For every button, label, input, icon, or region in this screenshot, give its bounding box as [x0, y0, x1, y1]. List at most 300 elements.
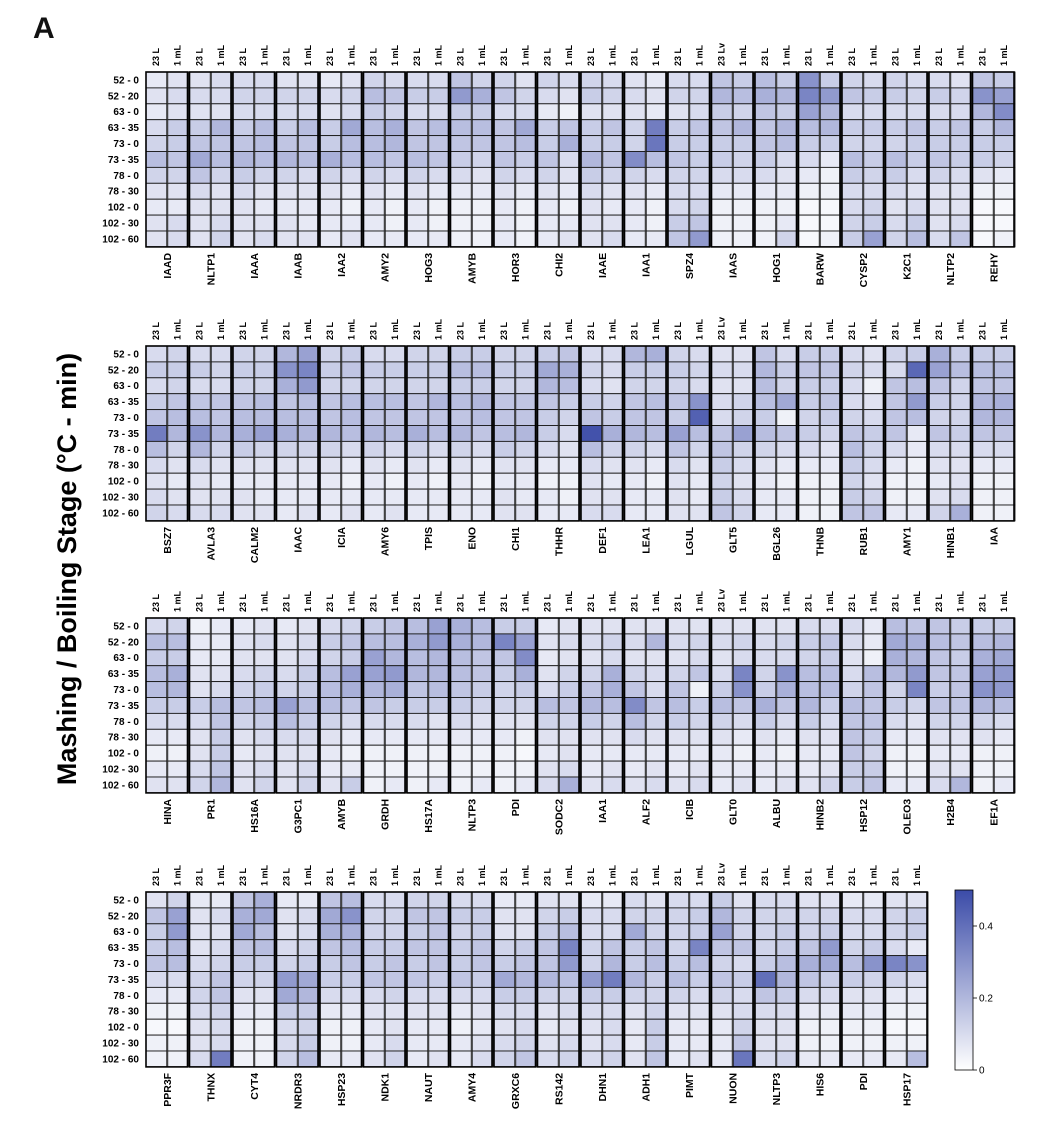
- heatmap-cell: [712, 777, 733, 793]
- heatmap-cell: [625, 1051, 646, 1067]
- gene-group: [668, 318, 711, 555]
- heatmap-cell: [298, 489, 319, 505]
- column-label: 23 L: [629, 867, 640, 886]
- heatmap-cell: [538, 410, 559, 426]
- heatmap-cell: [973, 729, 994, 745]
- row-label: 78 - 0: [113, 716, 139, 728]
- heatmap-cell: [951, 199, 972, 215]
- column-label: 1 mL: [694, 864, 705, 886]
- heatmap-cell: [364, 362, 385, 378]
- heatmap-cell: [777, 650, 798, 666]
- heatmap-cell: [255, 698, 276, 714]
- heatmap-cell: [168, 489, 189, 505]
- heatmap-cell: [407, 634, 428, 650]
- heatmap-cell: [516, 88, 537, 104]
- heatmap-cell: [690, 956, 711, 972]
- heatmap-cell: [168, 729, 189, 745]
- heatmap-cell: [364, 682, 385, 698]
- heatmap-cell: [886, 136, 907, 152]
- heatmap-cell: [733, 666, 754, 682]
- heatmap-cell: [385, 231, 406, 247]
- heatmap-cell: [559, 489, 580, 505]
- heatmap-cell: [951, 505, 972, 521]
- heatmap-cell: [777, 666, 798, 682]
- heatmap-cell: [777, 489, 798, 505]
- heatmap-cell: [581, 777, 602, 793]
- gene-group: [190, 590, 233, 819]
- heatmap-cell: [820, 183, 841, 199]
- heatmap-cell: [733, 152, 754, 168]
- heatmap-cell: [777, 761, 798, 777]
- heatmap-cell: [646, 441, 667, 457]
- heatmap-cell: [538, 231, 559, 247]
- heatmap-cell: [907, 987, 928, 1003]
- heatmap-cell: [538, 729, 559, 745]
- column-label: 1 mL: [564, 590, 575, 612]
- heatmap-cell: [733, 183, 754, 199]
- heatmap-cell: [907, 104, 928, 120]
- heatmap-cell: [929, 167, 950, 183]
- panel-letter: A: [33, 12, 55, 45]
- heatmap-cell: [755, 152, 776, 168]
- heatmap-cell: [298, 940, 319, 956]
- heatmap-cell: [668, 457, 689, 473]
- gene-group: [233, 44, 276, 278]
- heatmap-cell: [994, 72, 1015, 88]
- heatmap-cell: [342, 1019, 363, 1035]
- heatmap-cell: [277, 1019, 298, 1035]
- heatmap-cell: [886, 682, 907, 698]
- heatmap-cell: [646, 426, 667, 442]
- gene-label: HOG3: [422, 252, 435, 283]
- heatmap-cell: [494, 457, 515, 473]
- row-label: 102 - 0: [107, 476, 139, 488]
- heatmap-cell: [603, 761, 624, 777]
- heatmap-cell: [233, 682, 254, 698]
- heatmap-cell: [277, 892, 298, 908]
- heatmap-cell: [777, 618, 798, 634]
- heatmap-cell: [407, 1003, 428, 1019]
- heatmap-cell: [733, 505, 754, 521]
- heatmap-cell: [168, 362, 189, 378]
- heatmap-cell: [864, 183, 885, 199]
- heatmap-cell: [451, 1019, 472, 1035]
- heatmap-cell: [625, 1035, 646, 1051]
- heatmap-cell: [364, 505, 385, 521]
- column-label: 1 mL: [477, 44, 488, 66]
- heatmap-cell: [538, 650, 559, 666]
- heatmap-cell: [733, 634, 754, 650]
- heatmap-cell: [364, 745, 385, 761]
- column-label: 1 mL: [607, 44, 618, 66]
- heatmap-cell: [516, 940, 537, 956]
- heatmap-cell: [994, 378, 1015, 394]
- heatmap-cell: [255, 892, 276, 908]
- row-label: 102 - 30: [102, 764, 139, 776]
- heatmap-cell: [581, 505, 602, 521]
- heatmap-cell: [320, 666, 341, 682]
- heatmap-cell: [342, 441, 363, 457]
- heatmap-cell: [255, 618, 276, 634]
- gene-label: CYSP2: [857, 252, 870, 288]
- gene-label: AMY1: [901, 526, 914, 557]
- gene-group: [320, 44, 363, 276]
- heatmap-cell: [364, 410, 385, 426]
- heatmap-cell: [886, 761, 907, 777]
- heatmap-cell: [233, 167, 254, 183]
- heatmap-cell: [146, 72, 167, 88]
- column-label: 1 mL: [651, 590, 662, 612]
- column-label: 1 mL: [346, 590, 357, 612]
- colorbar-gradient: [955, 890, 973, 1070]
- heatmap-cell: [364, 892, 385, 908]
- heatmap-cell: [559, 167, 580, 183]
- heatmap-cell: [320, 1019, 341, 1035]
- heatmap-cell: [364, 215, 385, 231]
- row-label: 52 - 20: [107, 637, 139, 649]
- heatmap-cell: [842, 231, 863, 247]
- heatmap-cell: [646, 88, 667, 104]
- heatmap-cell: [973, 634, 994, 650]
- heatmap-cell: [494, 634, 515, 650]
- colorbar-tick-label: 0.2: [979, 993, 993, 1005]
- heatmap-cell: [951, 729, 972, 745]
- heatmap-cell: [712, 761, 733, 777]
- heatmap-cell: [951, 88, 972, 104]
- heatmap-cell: [842, 410, 863, 426]
- heatmap-cell: [472, 104, 493, 120]
- heatmap-cell: [603, 940, 624, 956]
- heatmap-cell: [603, 777, 624, 793]
- heatmap-cell: [385, 729, 406, 745]
- heatmap-cell: [472, 761, 493, 777]
- heatmap-cell: [320, 410, 341, 426]
- heatmap-cell: [733, 426, 754, 442]
- heatmap-cell: [298, 1019, 319, 1035]
- heatmap-cell: [951, 698, 972, 714]
- heatmap-cell: [842, 394, 863, 410]
- heatmap-cell: [364, 167, 385, 183]
- column-label: 1 mL: [477, 864, 488, 886]
- heatmap-cell: [211, 505, 232, 521]
- heatmap-cell: [668, 908, 689, 924]
- heatmap-cell: [668, 136, 689, 152]
- heatmap-cell: [690, 1003, 711, 1019]
- heatmap-cell: [342, 634, 363, 650]
- heatmap-cell: [973, 167, 994, 183]
- heatmap-cell: [755, 426, 776, 442]
- heatmap-cell: [364, 1051, 385, 1067]
- heatmap-cell: [690, 682, 711, 698]
- column-label: 1 mL: [607, 590, 618, 612]
- heatmap-cell: [755, 231, 776, 247]
- row-label: 63 - 35: [107, 397, 139, 409]
- heatmap-cell: [146, 1035, 167, 1051]
- column-label: 1 mL: [477, 590, 488, 612]
- heatmap-cell: [755, 394, 776, 410]
- heatmap-cell: [646, 1035, 667, 1051]
- heatmap-cell: [799, 650, 820, 666]
- heatmap-cell: [559, 231, 580, 247]
- heatmap-cell: [864, 394, 885, 410]
- column-label: 23 L: [281, 593, 292, 612]
- heatmap-cell: [472, 682, 493, 698]
- heatmap-cell: [929, 777, 950, 793]
- heatmap-cell: [581, 72, 602, 88]
- heatmap-cell: [298, 908, 319, 924]
- gene-group: [494, 44, 537, 282]
- heatmap-cell: [755, 698, 776, 714]
- heatmap-cell: [690, 972, 711, 988]
- heatmap-cell: [799, 1051, 820, 1067]
- heatmap-cell: [799, 152, 820, 168]
- heatmap-cell: [342, 394, 363, 410]
- heatmap-cell: [168, 634, 189, 650]
- heatmap-cell: [973, 698, 994, 714]
- heatmap-cell: [451, 104, 472, 120]
- heatmap-cell: [559, 745, 580, 761]
- heatmap-cell: [603, 666, 624, 682]
- heatmap-cell: [799, 908, 820, 924]
- heatmap-cell: [277, 183, 298, 199]
- heatmap-cell: [820, 745, 841, 761]
- heatmap-cell: [298, 120, 319, 136]
- column-label: 23 L: [281, 321, 292, 340]
- heatmap-cell: [429, 618, 450, 634]
- heatmap-cell: [255, 729, 276, 745]
- heatmap-cell: [298, 457, 319, 473]
- column-label: 23 L: [150, 321, 161, 340]
- heatmap-cell: [755, 924, 776, 940]
- heatmap-cell: [929, 394, 950, 410]
- gene-label: HINB2: [814, 798, 827, 831]
- heatmap-cell: [668, 426, 689, 442]
- gene-group: [712, 863, 755, 1104]
- heatmap-cell: [603, 167, 624, 183]
- heatmap-cell: [472, 457, 493, 473]
- heatmap-cell: [973, 410, 994, 426]
- heatmap-cell: [842, 1051, 863, 1067]
- heatmap-cell: [603, 1019, 624, 1035]
- heatmap-cell: [429, 346, 450, 362]
- heatmap-cell: [211, 426, 232, 442]
- gene-label: HSP12: [857, 798, 870, 833]
- heatmap-cell: [864, 473, 885, 489]
- heatmap-cell: [842, 199, 863, 215]
- column-label: 23 L: [498, 47, 509, 66]
- heatmap-cell: [168, 441, 189, 457]
- heatmap-cell: [385, 1035, 406, 1051]
- heatmap-cell: [842, 489, 863, 505]
- column-label: 1 mL: [781, 864, 792, 886]
- heatmap-cell: [255, 473, 276, 489]
- heatmap-cell: [668, 104, 689, 120]
- heatmap-cell: [994, 505, 1015, 521]
- heatmap-cell: [472, 489, 493, 505]
- heatmap-cell: [407, 152, 428, 168]
- heatmap-cell: [951, 378, 972, 394]
- gene-label: REHY: [988, 252, 1001, 283]
- heatmap-cell: [581, 634, 602, 650]
- heatmap-cell: [777, 505, 798, 521]
- heatmap-cell: [385, 1051, 406, 1067]
- heatmap-cell: [559, 215, 580, 231]
- heatmap-cell: [211, 457, 232, 473]
- heatmap-cell: [385, 892, 406, 908]
- heatmap-cell: [472, 441, 493, 457]
- heatmap-cell: [298, 167, 319, 183]
- heatmap-cell: [277, 394, 298, 410]
- heatmap-cell: [168, 987, 189, 1003]
- heatmap-cell: [451, 1051, 472, 1067]
- heatmap-cell: [407, 167, 428, 183]
- heatmap-cell: [668, 473, 689, 489]
- gene-group: [407, 44, 450, 282]
- heatmap-cell: [146, 972, 167, 988]
- heatmap-cell: [951, 489, 972, 505]
- heatmap-cell: [277, 104, 298, 120]
- gene-label: CHI1: [509, 526, 522, 551]
- heatmap-cell: [211, 682, 232, 698]
- heatmap-cell: [886, 441, 907, 457]
- heatmap-cell: [581, 199, 602, 215]
- heatmap-cell: [342, 410, 363, 426]
- heatmap-cell: [886, 940, 907, 956]
- row-label: 52 - 0: [113, 349, 139, 361]
- heatmap-cell: [211, 441, 232, 457]
- heatmap-cell: [755, 199, 776, 215]
- heatmap-cell: [298, 183, 319, 199]
- column-label: 23 L: [846, 321, 857, 340]
- heatmap-cell: [799, 1019, 820, 1035]
- heatmap-cell: [886, 489, 907, 505]
- column-label: 1 mL: [607, 864, 618, 886]
- heatmap-cell: [472, 892, 493, 908]
- heatmap-cell: [320, 199, 341, 215]
- heatmap-cell: [712, 489, 733, 505]
- heatmap-cell: [581, 745, 602, 761]
- heatmap-cell: [472, 394, 493, 410]
- column-label: 23 L: [933, 47, 944, 66]
- heatmap-cell: [994, 650, 1015, 666]
- column-label: 23 L: [977, 47, 988, 66]
- heatmap-cell: [646, 120, 667, 136]
- heatmap-cell: [886, 183, 907, 199]
- heatmap-cell: [451, 1003, 472, 1019]
- heatmap-cell: [973, 362, 994, 378]
- heatmap-cell: [277, 489, 298, 505]
- heatmap-cell: [451, 634, 472, 650]
- heatmap-cell: [820, 231, 841, 247]
- heatmap-cell: [233, 924, 254, 940]
- heatmap-cell: [951, 682, 972, 698]
- column-label: 1 mL: [172, 44, 183, 66]
- heatmap-cell: [407, 713, 428, 729]
- heatmap-cell: [799, 713, 820, 729]
- heatmap-cell: [625, 777, 646, 793]
- heatmap-cell: [929, 761, 950, 777]
- heatmap-cell: [320, 1035, 341, 1051]
- heatmap-cell: [538, 682, 559, 698]
- heatmap-cell: [538, 1003, 559, 1019]
- heatmap-cell: [190, 215, 211, 231]
- heatmap-cell: [277, 618, 298, 634]
- heatmap-cell: [820, 940, 841, 956]
- heatmap-cell: [211, 215, 232, 231]
- heatmap-cell: [538, 634, 559, 650]
- heatmap-cell: [973, 489, 994, 505]
- heatmap-cell: [298, 410, 319, 426]
- column-label: 23 L: [281, 867, 292, 886]
- heatmap-cell: [820, 729, 841, 745]
- heatmap-cell: [472, 199, 493, 215]
- heatmap-cell: [211, 777, 232, 793]
- heatmap-cell: [755, 682, 776, 698]
- heatmap-cell: [211, 924, 232, 940]
- column-label: 1 mL: [346, 864, 357, 886]
- heatmap-cell: [690, 362, 711, 378]
- heatmap-cell: [755, 215, 776, 231]
- heatmap-cell: [929, 199, 950, 215]
- row-label: 78 - 30: [107, 186, 139, 198]
- heatmap-cell: [951, 231, 972, 247]
- heatmap-cell: [233, 956, 254, 972]
- heatmap-cell: [146, 104, 167, 120]
- heatmap-cell: [233, 698, 254, 714]
- heatmap-cell: [603, 698, 624, 714]
- heatmap-cell: [603, 72, 624, 88]
- heatmap-cell: [277, 777, 298, 793]
- heatmap-cell: [146, 1003, 167, 1019]
- heatmap-cell: [516, 410, 537, 426]
- heatmap-cell: [668, 745, 689, 761]
- heatmap-cell: [385, 88, 406, 104]
- heatmap-cell: [385, 745, 406, 761]
- heatmap-cell: [472, 505, 493, 521]
- heatmap-cell: [842, 956, 863, 972]
- heatmap-cell: [603, 136, 624, 152]
- heatmap-cell: [625, 199, 646, 215]
- heatmap-cell: [429, 120, 450, 136]
- heatmap-cell: [407, 362, 428, 378]
- heatmap-cell: [799, 88, 820, 104]
- column-label: 23 L: [933, 321, 944, 340]
- gene-label: K2C1: [901, 252, 914, 280]
- gene-group: [277, 864, 320, 1109]
- heatmap-cell: [320, 777, 341, 793]
- gene-group: [625, 318, 668, 553]
- heatmap-cell: [864, 1035, 885, 1051]
- row-label: 102 - 60: [102, 508, 139, 520]
- heatmap-cell: [799, 378, 820, 394]
- heatmap-cell: [298, 761, 319, 777]
- heatmap-cell: [451, 378, 472, 394]
- heatmap-cell: [494, 1019, 515, 1035]
- heatmap-cell: [516, 1019, 537, 1035]
- heatmap-cell: [799, 666, 820, 682]
- heatmap-cell: [342, 120, 363, 136]
- heatmap-cell: [603, 489, 624, 505]
- heatmap-cell: [712, 426, 733, 442]
- heatmap-cell: [538, 167, 559, 183]
- heatmap-cell: [277, 956, 298, 972]
- gene-group: [494, 318, 537, 550]
- heatmap-cell: [646, 682, 667, 698]
- heatmap-cell: [233, 987, 254, 1003]
- gene-group: [538, 590, 581, 835]
- heatmap-cell: [407, 618, 428, 634]
- heatmap-cell: [494, 215, 515, 231]
